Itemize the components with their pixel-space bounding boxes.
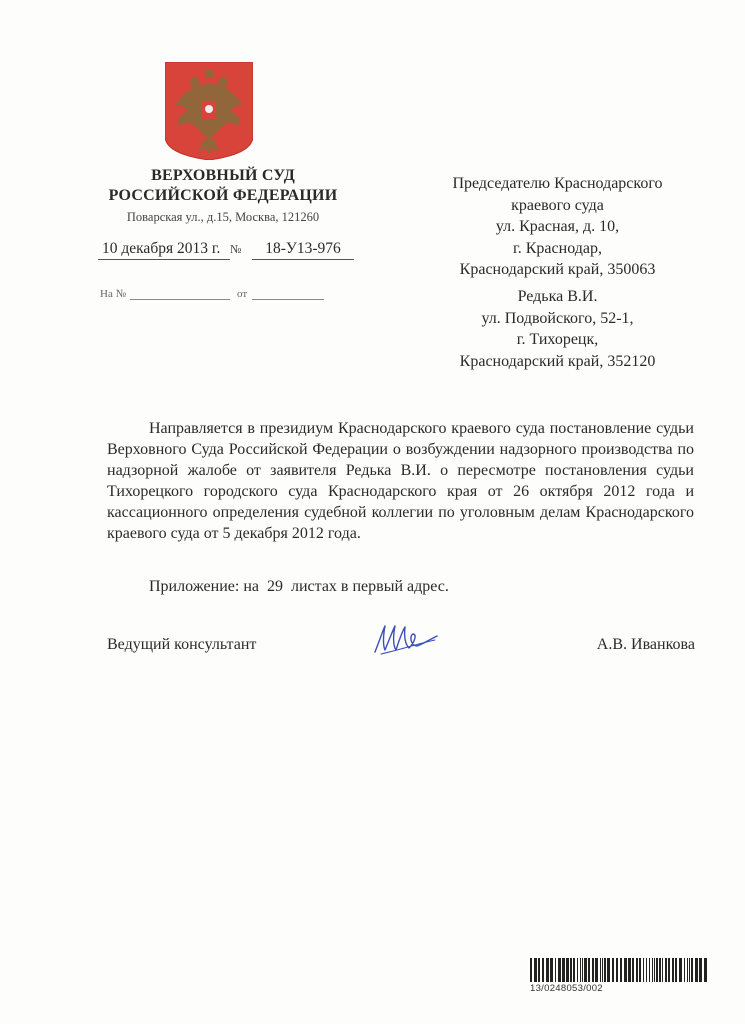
registration-line (98, 240, 368, 264)
barcode-bar (550, 958, 553, 982)
barcode-bar (695, 958, 698, 982)
barcode-bar (691, 958, 693, 982)
recipient-court-chairman (410, 173, 705, 281)
barcode-bar (558, 958, 561, 982)
barcode-bar (546, 958, 549, 982)
barcode-bar (582, 958, 583, 982)
barcode-bar (566, 958, 569, 982)
barcode-bar (675, 958, 677, 982)
signature-block (107, 636, 695, 666)
barcode-bar (699, 958, 702, 982)
barcode-bar (662, 958, 663, 982)
letter-body: Направляется в президиум Краснодарского краевого суда постановление судьи Верховного Суда Российской Федерации о возбуждении надзорного производства по надзорной жалобе от заявителя Редька В.И. о пересмотре постановления судьи Тихорецкого городского суда Краснодарского края от 26 октября 2012 года и кассационного определения судебной коллегии по уголовным делам Краснодарского краевого суда от 5 декабря 2012 года. (107, 420, 694, 542)
barcode-bar (684, 958, 685, 982)
recipient-line: Краснодарский край, 352120 (459, 352, 656, 370)
barcode-bar (679, 958, 682, 982)
barcode-number: 13/0248053/002 (530, 983, 603, 994)
outgoing-number: 18-У13-976 (252, 240, 354, 260)
barcode-bar (632, 958, 634, 982)
court-address: Поварская ул., д.15, Москва, 121260 (126, 210, 320, 224)
barcode-bar (555, 958, 556, 982)
barcode-bar (584, 958, 587, 982)
barcode-bar (643, 958, 644, 982)
barcode-bar (604, 958, 606, 982)
court-name-line1: ВЕРХОВНЫЙ СУД (151, 167, 295, 184)
barcode-bar (534, 958, 537, 982)
barcode-bar (672, 958, 674, 982)
court-name (88, 166, 358, 206)
barcode-bar (592, 958, 594, 982)
court-name-line2: РОССИЙСКОЙ ФЕДЕРАЦИИ (108, 187, 338, 204)
outgoing-date: 10 декабря 2013 г. (98, 240, 230, 260)
barcode-bar (689, 958, 690, 982)
barcode-bar (600, 958, 601, 982)
barcode-bar (687, 958, 688, 982)
barcode-bar (607, 958, 610, 982)
reference-date-blank (252, 299, 324, 300)
barcode-bar (665, 958, 667, 982)
barcode-bar (573, 958, 575, 982)
number-label: № (230, 242, 242, 256)
barcode-bar (646, 958, 647, 982)
barcode-bar (624, 958, 627, 982)
barcode-bar (580, 958, 581, 982)
barcode-bar (538, 958, 540, 982)
barcode-bar (588, 958, 590, 982)
barcode-bar (639, 958, 641, 982)
recipient-line: Председателю Краснодарского (452, 175, 663, 192)
barcode-bar (620, 958, 622, 982)
recipient-line: Краснодарский край, 350063 (459, 261, 656, 278)
coat-of-arms-graphic (165, 62, 253, 160)
barcode-bar (542, 958, 544, 982)
attachment-note: Приложение: на 29 листах в первый адрес. (149, 578, 449, 595)
recipient-line: краевого суда (511, 196, 604, 214)
barcode-bar (628, 958, 631, 982)
barcode-bar (530, 958, 532, 982)
barcode (530, 958, 710, 994)
barcode-bar (656, 958, 658, 982)
barcode-bar (562, 958, 565, 982)
reference-line (100, 288, 340, 304)
barcode-bar (704, 958, 707, 982)
barcode-bar (602, 958, 603, 982)
barcode-bar (612, 958, 614, 982)
recipient-line: ул. Подвойского, 52-1, (481, 309, 634, 327)
barcode-bar (570, 958, 572, 982)
barcode-bar (595, 958, 598, 982)
recipient-applicant (410, 286, 705, 372)
signer-position: Ведущий консультант (107, 636, 257, 653)
reference-number-label: На № (100, 288, 127, 300)
recipient-line: г. Краснодар, (513, 239, 602, 257)
recipient-line: ул. Красная, д. 10, (495, 218, 620, 235)
barcode-bar (659, 958, 661, 982)
recipient-line: г. Тихорецк, (516, 331, 599, 348)
coat-of-arms-icon (165, 62, 253, 160)
handwritten-signature-icon (371, 620, 441, 660)
recipient-line: Редька В.И. (517, 288, 598, 305)
barcode-bar (577, 958, 578, 982)
signer-name: А.В. Иванкова (596, 636, 695, 653)
barcode-bar (616, 958, 618, 982)
reference-number-blank (130, 299, 230, 300)
reference-from-label: от (237, 288, 248, 300)
barcode-bar (636, 958, 638, 982)
barcode-bars (530, 958, 710, 982)
barcode-bar (668, 958, 670, 982)
barcode-bar (649, 958, 650, 982)
barcode-bar (654, 958, 655, 982)
barcode-bar (652, 958, 653, 982)
